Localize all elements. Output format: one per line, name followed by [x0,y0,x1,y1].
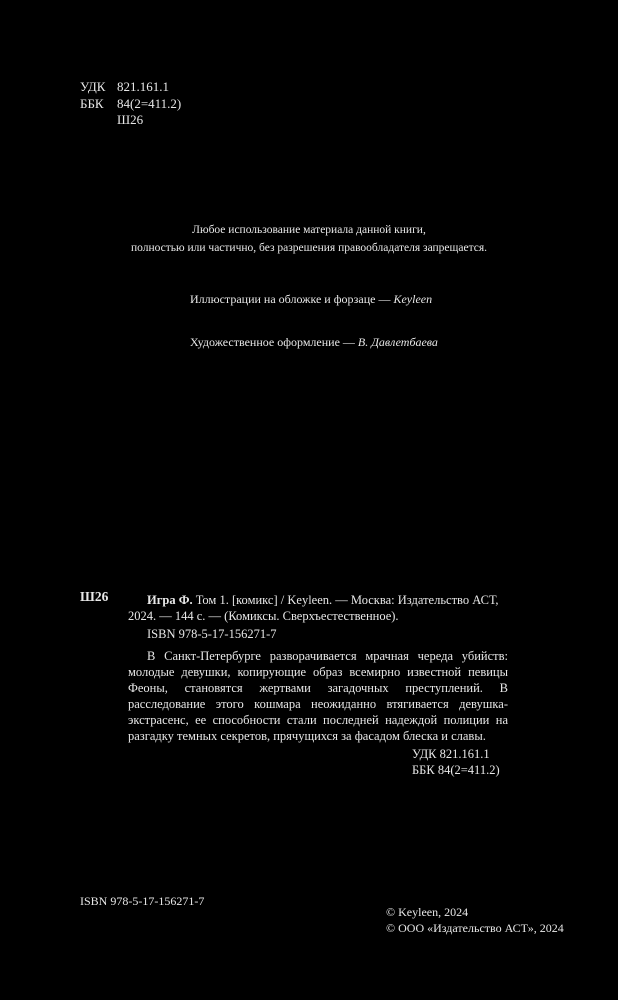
catalog-author-code: Ш26 [80,589,109,604]
catalog-card [128,592,508,778]
catalog-bbk: ББК 84(2=411.2) [412,763,500,777]
catalog-abstract: В Санкт-Петербурге разворачивается мрачная череда убийств: молодые девушки, копирующие образ всемирно известной певицы Феоны, становятся жертвами загадочных преступлений. В расследование этого кошмара неожиданно втягивается девушка-экстрасенс, ее способности стали последней надеждой полиции на разгадку темных секретов, прячущихся за фасадом блеска и славы. [128,649,508,743]
illustrations-label: Иллюстрации на обложке и форзаце — [190,292,391,306]
bbk-label: ББК [80,96,104,111]
rights-notice-line1: Любое использование материала данной книги, [192,224,426,236]
bbk-row [80,95,181,112]
footer-isbn: ISBN 978-5-17-156271-7 [80,894,205,908]
design-credit [190,334,438,350]
copyright-author: © Keyleen, 2024 [386,905,469,919]
author-code: Ш26 [117,112,144,127]
udk-label: УДК [80,79,106,94]
design-label: Художественное оформление — [190,335,355,349]
rights-notice-line2: полностью или частично, без разрешения правообладателя запрещается. [130,242,488,254]
catalog-udk: УДК 821.161.1 [412,747,490,761]
catalog-entry [128,592,508,624]
udk-value: 821.161.1 [117,79,169,94]
bbk-value: 84(2=411.2) [117,96,182,111]
udk-row [80,78,169,95]
illustrations-name: Keyleen [393,292,433,306]
copyright-publisher: © ООО «Издательство АСТ», 2024 [386,921,564,935]
catalog-entry-text: Том 1. [комикс] / Keyleen. — Москва: Издательство АСТ, 2024. — 144 с. — (Комиксы. Сверхъестественное). [128,593,499,623]
illustrations-credit [190,291,432,307]
author-code-row [80,111,143,128]
catalog-isbn: ISBN 978-5-17-156271-7 [147,627,277,641]
design-name: В. Давлетбаева [357,335,438,349]
catalog-title: Игра Ф. [147,593,193,607]
